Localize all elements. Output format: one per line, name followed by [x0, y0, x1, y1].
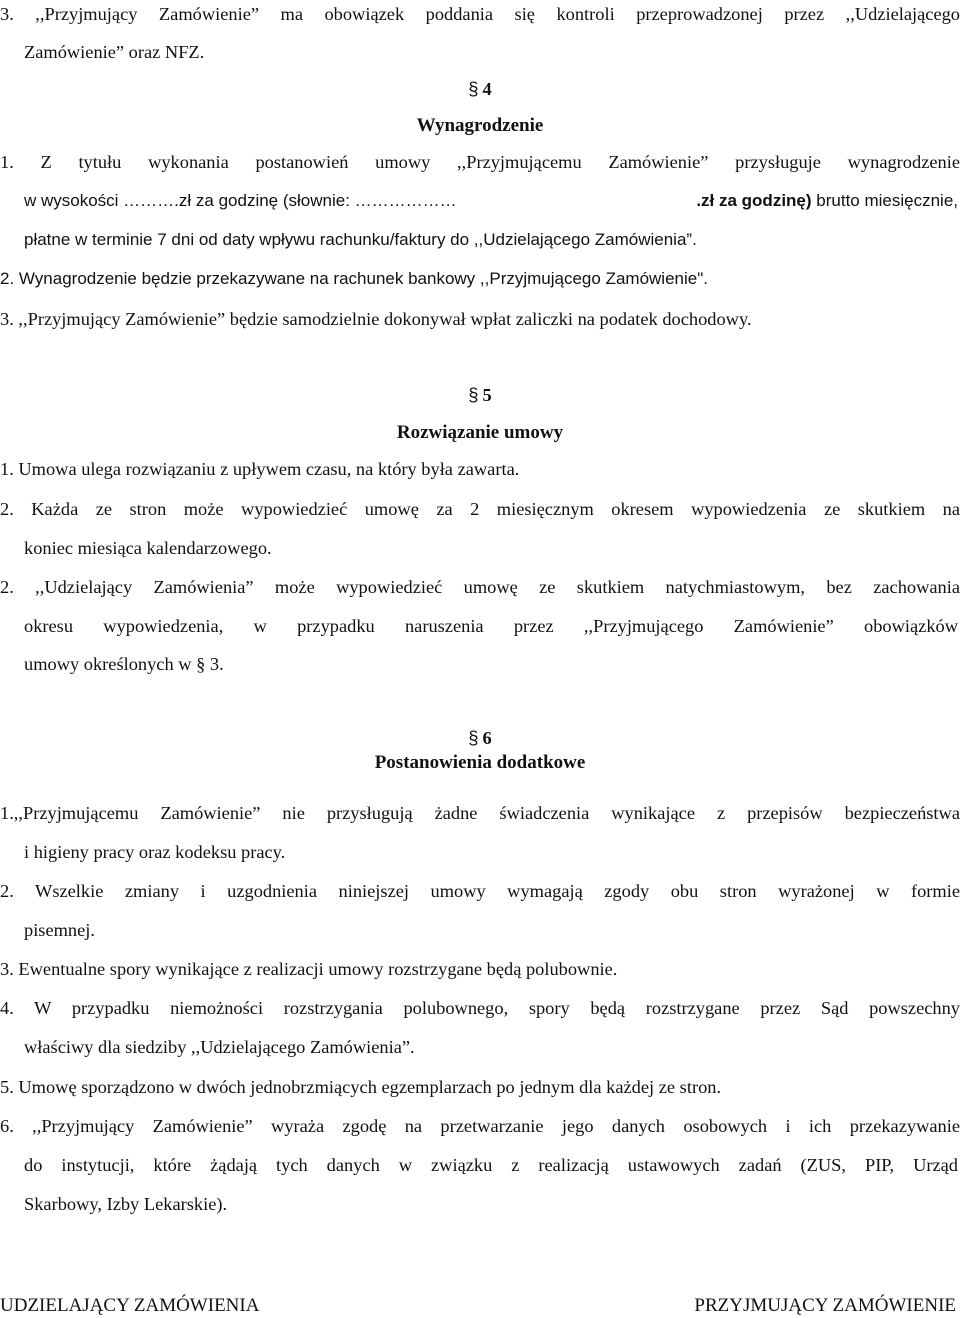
section-number: 4	[482, 79, 492, 99]
s6-p4-line-1: 4. W przypadku niemożności rozstrzygania polubownego, spory będą rozstrzygane przez Sąd powszechny	[0, 998, 960, 1018]
s6-p6-line-3: Skarbowy, Izby Lekarskie).	[24, 1194, 228, 1214]
s5-p1: 1. Umowa ulega rozwiązaniu z upływem czasu, na który była zawarta.	[0, 459, 520, 479]
payment-amount-text: w wysokości ……….zł za godzinę (słownie: ………………	[24, 191, 457, 210]
payment-per-hour-text: .zł za godzinę)	[696, 191, 812, 210]
section-6-heading	[0, 726, 960, 750]
paragraph-3-line-1: 3. ,,Przyjmujący Zamówienie” ma obowiązek poddania się kontroli przeprowadzonej przez ,,Udzielającego	[0, 4, 960, 24]
s4-p2: 2. Wynagrodzenie będzie przekazywane na rachunek bankowy ,,Przyjmującego Zamówienie".	[0, 269, 708, 288]
s6-p2-line-2: pisemnej.	[24, 920, 95, 940]
paragraph-3-line-2: Zamówienie” oraz NFZ.	[24, 42, 205, 62]
section-number: 5	[482, 385, 492, 405]
s5-p2-line-1: 2. Każda ze stron może wypowiedzieć umowę za 2 miesięcznym okresem wypowiedzenia ze skutkiem na	[0, 499, 960, 519]
s5-p2-line-2: koniec miesiąca kalendarzowego.	[24, 538, 272, 558]
section-5-heading	[0, 383, 960, 407]
s5-p3-line-3: umowy określonych w § 3.	[24, 654, 224, 674]
signature-label-right: PRZYJMUJĄCY ZAMÓWIENIE	[694, 1295, 956, 1316]
s4-p1-line-1: 1. Z tytułu wykonania postanowień umowy ,,Przyjmującemu Zamówienie” przysługuje wynagrodzenie	[0, 152, 960, 172]
section-symbol: §	[468, 384, 479, 405]
section-number: 6	[482, 728, 492, 748]
section-symbol: §	[468, 727, 479, 748]
section-symbol: §	[468, 78, 479, 99]
s6-p1-line-2: i higieny pracy oraz kodeksu pracy.	[24, 842, 286, 862]
section-6-title: Postanowienia dodatkowe	[374, 752, 586, 773]
payment-gross-text: brutto miesięcznie,	[811, 191, 958, 210]
s4-p1-line-3: płatne w terminie 7 dni od daty wpływu rachunku/faktury do ,,Udzielającego Zamówienia”.	[24, 230, 697, 249]
s6-p5: 5. Umowę sporządzono w dwóch jednobrzmiących egzemplarzach po jednym dla każdej ze stron.	[0, 1077, 722, 1097]
s4-p3: 3. ,,Przyjmujący Zamówienie” będzie samodzielnie dokonywał wpłat zaliczki na podatek dochodowy.	[0, 309, 752, 329]
section-4-title: Wynagrodzenie	[416, 115, 544, 136]
s4-p1-line-2	[24, 189, 958, 213]
s6-p4-line-2: właściwy dla siedziby ,,Udzielającego Zamówienia”.	[24, 1037, 415, 1057]
s6-p6-line-1: 6. ,,Przyjmujący Zamówienie” wyraża zgodę na przetwarzanie jego danych osobowych i ich przekazywanie	[0, 1116, 960, 1136]
s5-p3-line-2: okresu wypowiedzenia, w przypadku naruszenia przez ,,Przyjmującego Zamówienie” obowiązków	[24, 616, 958, 636]
s6-p1-line-1: 1.,,Przyjmującemu Zamówienie” nie przysługują żadne świadczenia wynikające z przepisów bezpieczeństwa	[0, 803, 960, 823]
s6-p3: 3. Ewentualne spory wynikające z realizacji umowy rozstrzygane będą polubownie.	[0, 959, 618, 979]
s6-p2-line-1: 2. Wszelkie zmiany i uzgodnienia niniejszej umowy wymagają zgody obu stron wyrażonej w formie	[0, 881, 960, 901]
section-4-heading	[0, 77, 960, 101]
s5-p3-line-1: 2. ,,Udzielający Zamówienia” może wypowiedzieć umowę ze skutkiem natychmiastowym, bez zachowania	[0, 577, 960, 597]
s6-p6-line-2: do instytucji, które żądają tych danych w związku z realizacją ustawowych zadań (ZUS, PIP, Urząd	[24, 1155, 958, 1175]
section-5-title: Rozwiązanie umowy	[396, 422, 564, 443]
signature-label-left: UDZIELAJĄCY ZAMÓWIENIA	[0, 1295, 260, 1316]
